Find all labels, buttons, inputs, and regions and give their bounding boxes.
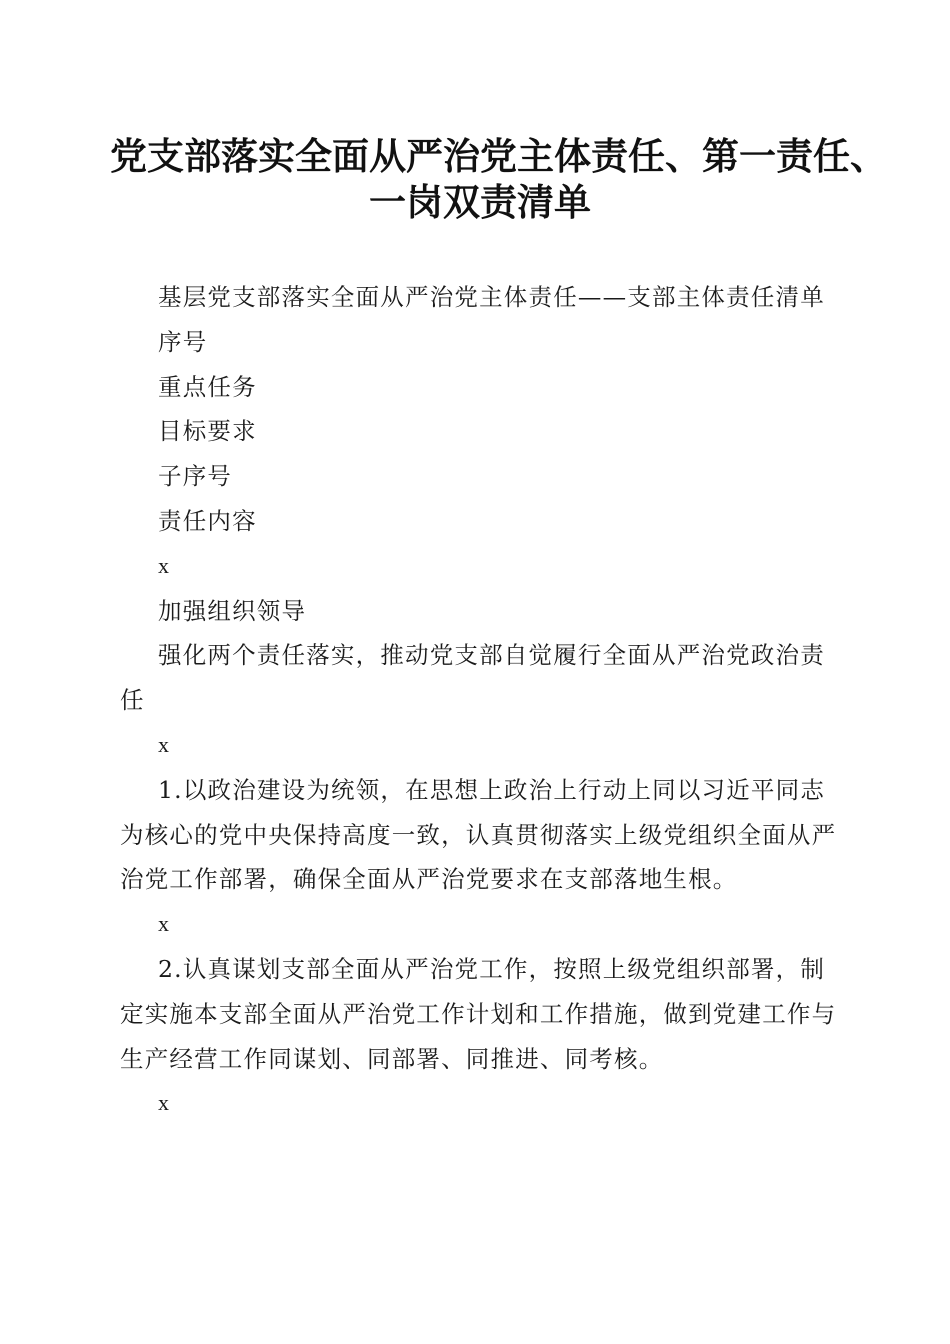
paragraph-list-heading: 基层党支部落实全面从严治党主体责任——支部主体责任清单 [158, 283, 825, 311]
paragraph-target-requirement: 强化两个责任落实，推动党支部自觉履行全面从严治党政治责任 [120, 641, 825, 715]
paragraph-column-serial-number: 序号 [158, 327, 208, 356]
paragraph-column-sub-serial-number: 子序号 [158, 462, 233, 491]
paragraph-column-responsibility-content: 责任内容 [158, 506, 257, 535]
document-title-line-1: 党支部落实全面从严治党主体责任、第一责任、 [110, 134, 887, 178]
paragraph-responsibility-item-2: 2.认真谋划支部全面从严治党工作，按照上级党组织部署，制定实施本支部全面从严治党工作计划和工作措施，做到党建工作与生产经营工作同谋划、同部署、同推进、同考核。 [120, 954, 837, 1073]
paragraph-column-target-requirement: 目标要求 [158, 417, 257, 446]
document-title-line-2: 一岗双责清单 [369, 180, 591, 224]
document-title [110, 133, 887, 225]
document-body [120, 275, 840, 1126]
paragraph-x-marker: x [158, 911, 171, 937]
paragraph-x-marker: x [158, 1090, 171, 1116]
paragraph-column-key-task: 重点任务 [158, 372, 257, 401]
paragraph-task-organizational-leadership: 加强组织领导 [158, 596, 307, 625]
paragraph-x-marker: x [158, 731, 171, 757]
paragraph-x-marker: x [158, 552, 171, 578]
paragraph-responsibility-item-1: 1.以政治建设为统领，在思想上政治上行动上同以习近平同志为核心的党中央保持高度一致，认真贯彻落实上级党组织全面从严治党工作部署，确保全面从严治党要求在支部落地生根。 [120, 775, 837, 894]
